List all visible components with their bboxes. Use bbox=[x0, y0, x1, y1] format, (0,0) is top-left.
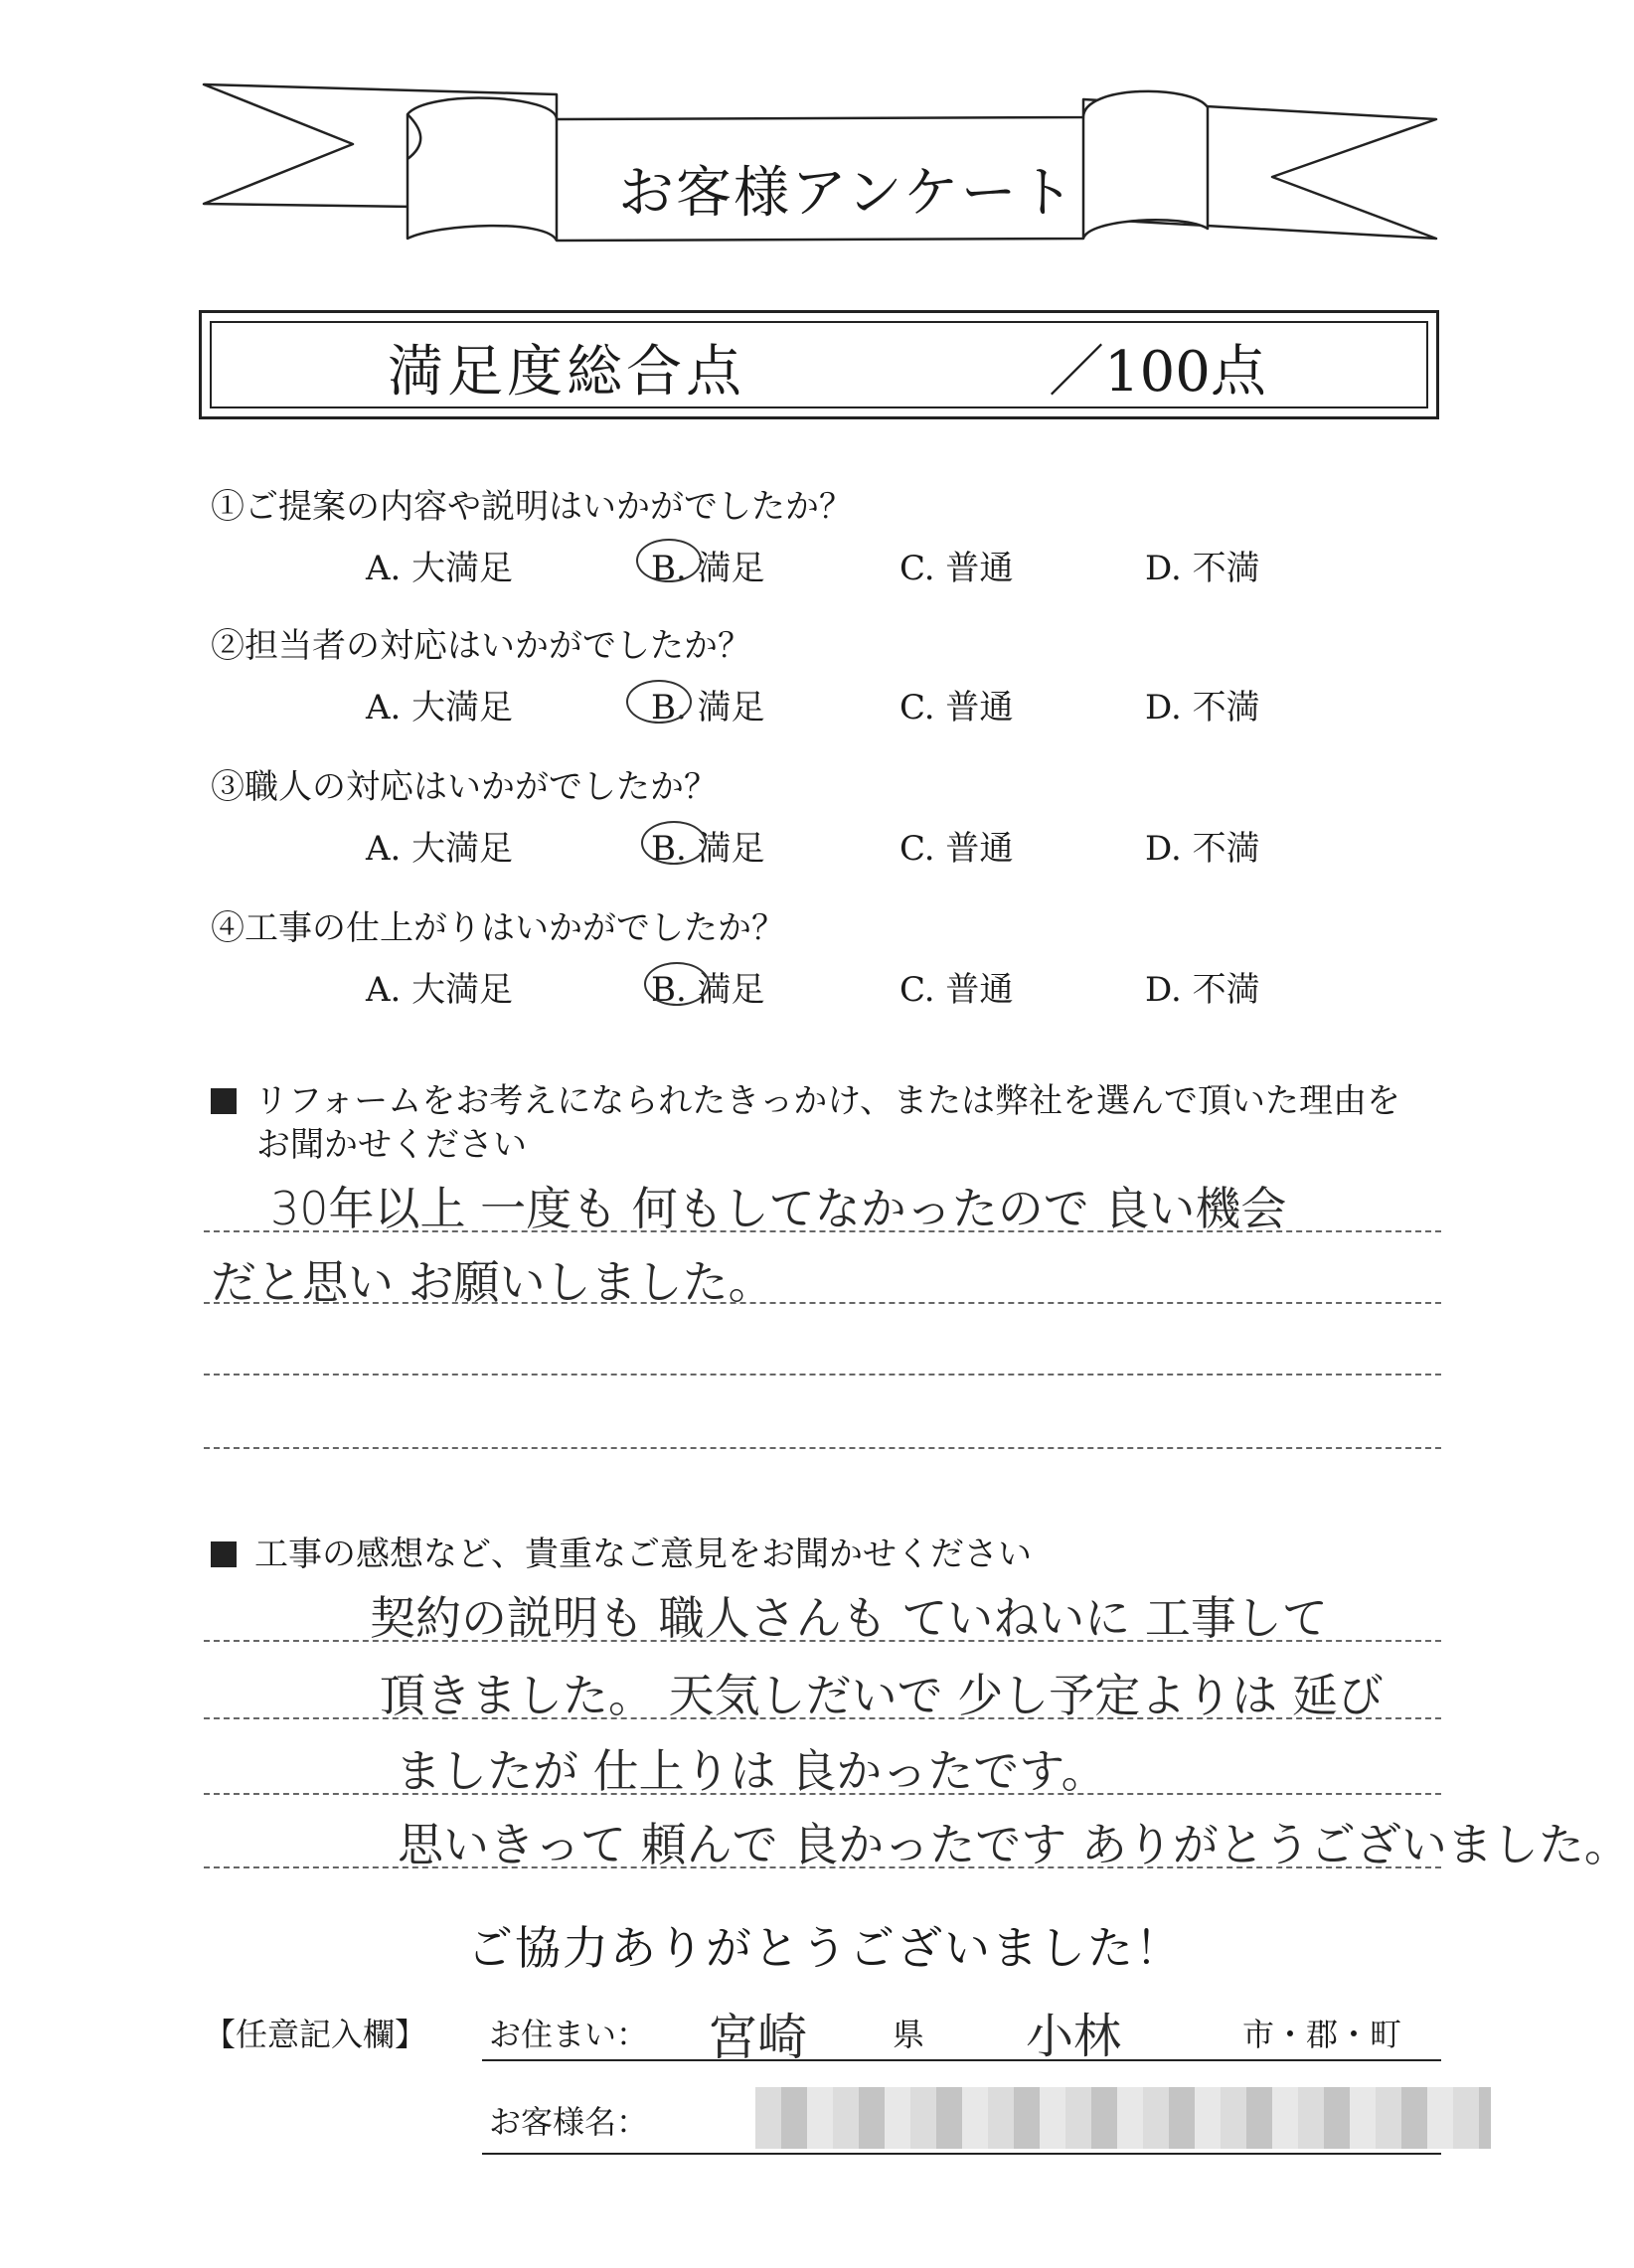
section1-heading-line2: お聞かせください bbox=[256, 1125, 527, 1165]
q3-option-c[interactable]: C. 普通 bbox=[899, 829, 1014, 869]
q3-option-a[interactable]: A. 大満足 bbox=[366, 829, 514, 869]
answer-rule bbox=[204, 1230, 1441, 1232]
section2-heading-text: 工事の感想など、貴重なご意見をお聞かせください bbox=[254, 1535, 1032, 1574]
section2-answer-line3[interactable]: ましたが 仕上りは 良かったです。 bbox=[396, 1744, 1107, 1798]
q1-option-a[interactable]: A. 大満足 bbox=[366, 549, 514, 588]
section1-heading-line1: リフォームをお考えになられたきっかけ、または弊社を選んで頂いた理由を bbox=[254, 1081, 1400, 1121]
q4-option-d[interactable]: D. 不満 bbox=[1145, 970, 1260, 1010]
question-3: ③職人の対応はいかがでしたか？ bbox=[211, 767, 718, 807]
q4-option-b[interactable]: B. 満足 bbox=[651, 970, 765, 1010]
optional-section-label: 【任意記入欄】 bbox=[204, 2016, 427, 2053]
answer-rule bbox=[204, 1793, 1441, 1795]
prefecture-value[interactable]: 宮崎 bbox=[708, 2009, 807, 2066]
score-total: ／100点 bbox=[1049, 340, 1266, 405]
prefecture-suffix: 県 bbox=[893, 2016, 925, 2053]
city-suffix: 市・郡・町 bbox=[1242, 2016, 1402, 2053]
city-value[interactable]: 小林 bbox=[1026, 2009, 1122, 2064]
q3-selected-mark bbox=[641, 821, 707, 865]
address-label: お住まい： bbox=[489, 2016, 649, 2053]
thanks-message: ご協力ありがとうございました！ bbox=[467, 1921, 1183, 1975]
q2-option-d[interactable]: D. 不満 bbox=[1145, 688, 1260, 728]
section2-answer-line1[interactable]: 契約の説明も 職人さんも ていねいに 工事して bbox=[370, 1591, 1328, 1645]
answer-rule bbox=[204, 1640, 1441, 1642]
question-1: ①ご提案の内容や説明はいかがでしたか？ bbox=[211, 487, 853, 527]
address-underline bbox=[482, 2059, 1441, 2061]
answer-rule bbox=[204, 1447, 1441, 1449]
q2-option-a[interactable]: A. 大満足 bbox=[366, 688, 514, 728]
q3-option-b[interactable]: B. 満足 bbox=[651, 829, 765, 869]
answer-rule bbox=[204, 1717, 1441, 1719]
answer-rule bbox=[204, 1374, 1441, 1376]
redacted-name bbox=[755, 2087, 1491, 2149]
section2-answer-line4[interactable]: 思いきって 頼んで 良かったです ありがとうございました。 bbox=[398, 1818, 1630, 1871]
section1-heading bbox=[211, 1073, 1400, 1122]
q4-option-c[interactable]: C. 普通 bbox=[899, 970, 1014, 1010]
section1-answer-line1[interactable]: 30年以上 一度も 何もしてなかったので 良い機会 bbox=[270, 1182, 1287, 1235]
q2-selected-mark bbox=[626, 680, 692, 724]
square-bullet-icon bbox=[211, 1541, 237, 1567]
customer-name-label: お客様名： bbox=[489, 2103, 649, 2141]
section1-answer-line2[interactable]: だと思い お願いしました。 bbox=[211, 1255, 774, 1309]
question-4: ④工事の仕上がりはいかがでしたか？ bbox=[211, 908, 785, 948]
section2-answer-line2[interactable]: 頂きました。 天気しだいで 少し予定よりは 延び bbox=[380, 1669, 1384, 1722]
page-title: お客様アンケート bbox=[618, 161, 1076, 226]
q1-option-b[interactable]: B. 満足 bbox=[651, 549, 765, 588]
answer-rule bbox=[204, 1302, 1441, 1304]
section2-heading bbox=[211, 1527, 1032, 1575]
q4-selected-mark bbox=[644, 962, 710, 1006]
q4-option-a[interactable]: A. 大満足 bbox=[366, 970, 514, 1010]
square-bullet-icon bbox=[211, 1088, 237, 1114]
q1-option-c[interactable]: C. 普通 bbox=[899, 549, 1014, 588]
question-2: ②担当者の対応はいかがでしたか？ bbox=[211, 626, 751, 666]
q1-selected-mark bbox=[636, 539, 702, 582]
answer-rule bbox=[204, 1866, 1441, 1868]
q1-option-d[interactable]: D. 不満 bbox=[1145, 549, 1260, 588]
q3-option-d[interactable]: D. 不満 bbox=[1145, 829, 1260, 869]
q2-option-b[interactable]: B. 満足 bbox=[651, 688, 765, 728]
score-label: 満足度総合点 bbox=[388, 340, 745, 405]
name-underline bbox=[482, 2153, 1441, 2155]
q2-option-c[interactable]: C. 普通 bbox=[899, 688, 1014, 728]
